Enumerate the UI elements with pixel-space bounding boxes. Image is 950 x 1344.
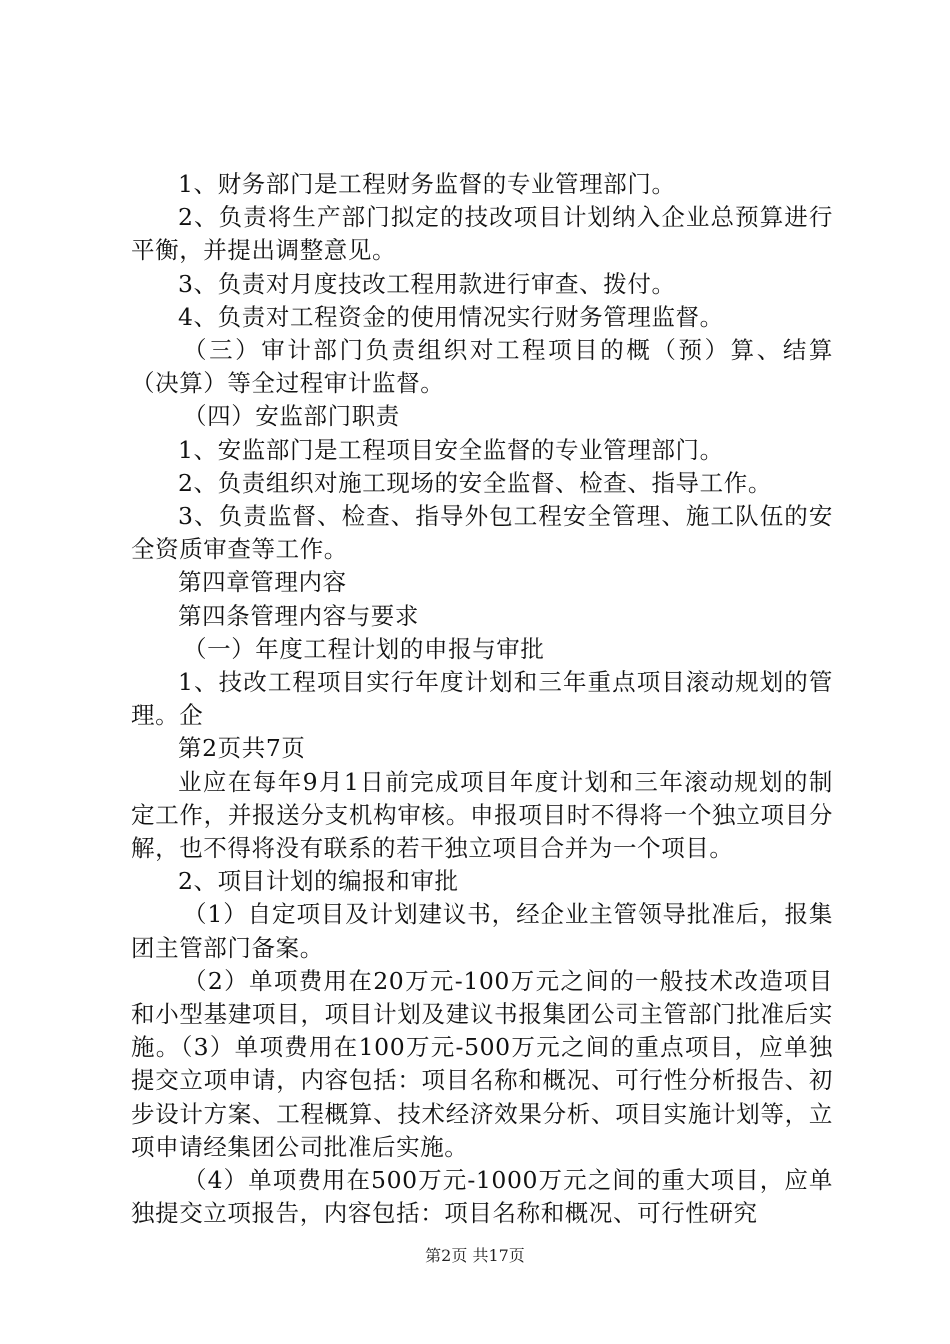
paragraph: 3、负责对月度技改工程用款进行审查、拨付。 (178, 269, 676, 298)
section-heading: （一）年度工程计划的申报与审批 (183, 634, 545, 663)
article-heading: 第四条管理内容与要求 (178, 601, 419, 630)
page-footer: 第2页 共17页 (425, 1246, 525, 1265)
section-heading: （四）安监部门职责 (183, 402, 400, 431)
paragraph: 3、负责监督、检查、指导外包工程安全管理、施工队伍的安全资质审查等工作。 (131, 502, 833, 564)
paragraph: （三）审计部门负责组织对工程项目的概（预）算、结算（决算）等全过程审计监督。 (131, 336, 833, 398)
paragraph: （2）单项费用在20万元-100万元之间的一般技术改造项目和小型基建项目，项目计划及建议书报集团公司主管部门批准后实施。（3）单项费用在100万元-500万元之间的重点项目，应单独提交立项申请，内容包括：项目名称和概况、可行性分析报告、初步设计方案、工程概算、技术经济效果分析、项目实施计划等，立项申请经集团公司批准后实施。 (131, 966, 833, 1161)
paragraph: 2、负责组织对施工现场的安全监督、检查、指导工作。 (178, 468, 772, 497)
paragraph: 1、安监部门是工程项目安全监督的专业管理部门。 (178, 435, 724, 464)
paragraph: 业应在每年9月1日前完成项目年度计划和三年滚动规划的制定工作，并报送分支机构审核。申报项目时不得将一个独立项目分解，也不得将没有联系的若干独立项目合并为一个项目。 (131, 767, 833, 863)
paragraph: 2、项目计划的编报和审批 (178, 867, 459, 896)
paragraph: （1）自定项目及计划建议书，经企业主管领导批准后，报集团主管部门备案。 (131, 900, 833, 962)
paragraph: 1、技改工程项目实行年度计划和三年重点项目滚动规划的管理。企 (131, 668, 833, 730)
paragraph: 4、负责对工程资金的使用情况实行财务管理监督。 (178, 302, 724, 331)
inline-page-marker: 第2页共7页 (178, 734, 306, 763)
chapter-heading: 第四章管理内容 (178, 568, 347, 597)
document-body (131, 168, 833, 1231)
paragraph: 1、财务部门是工程财务监督的专业管理部门。 (178, 170, 676, 198)
paragraph: 2、负责将生产部门拟定的技改项目计划纳入企业总预算进行平衡，并提出调整意见。 (131, 203, 833, 265)
paragraph: （4）单项费用在500万元-1000万元之间的重大项目，应单独提交立项报告，内容包括：项目名称和概况、可行性研究 (131, 1166, 833, 1228)
